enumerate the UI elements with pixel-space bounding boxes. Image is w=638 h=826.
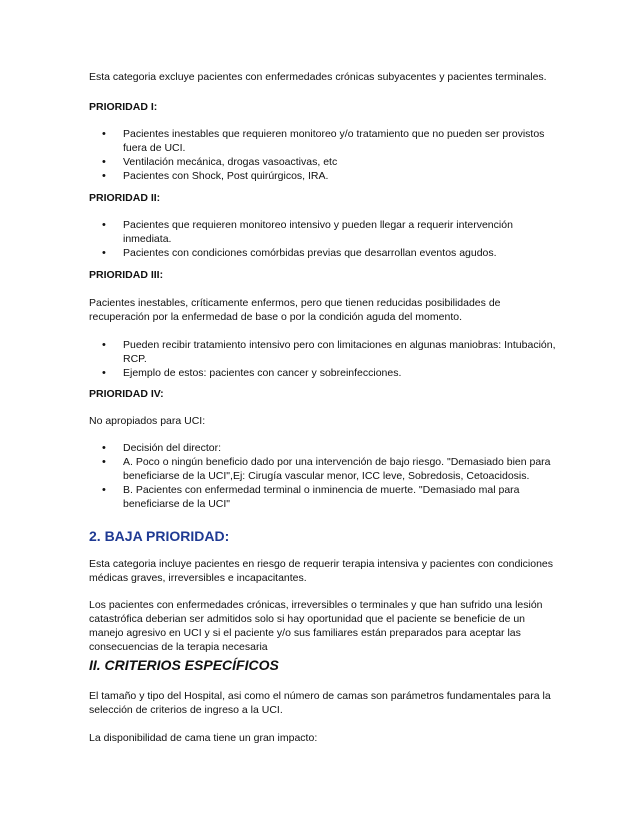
baja-prioridad-text-1: Esta categoria incluye pacientes en riesgo de requerir terapia intensiva y pacientes con condiciones médicas graves, irreversibles e incapacitantes. [89, 558, 554, 584]
baja-prioridad-heading: 2. BAJA PRIORIDAD: [89, 528, 230, 544]
list-item: • Ejemplo de estos: pacientes con cancer y sobreinfecciones. [89, 366, 559, 380]
criterios-heading: II. CRITERIOS ESPECÍFICOS [89, 657, 279, 673]
prioridad-2-heading: PRIORIDAD II: [89, 192, 161, 204]
prioridad-3-list [89, 338, 559, 380]
list-item: • B. Pacientes con enfermedad terminal o inminencia de muerte. "Demasiado mal para beneficiarse de la UCI" [89, 483, 559, 511]
list-item: • Decisión del director: [89, 441, 559, 455]
prioridad-4-list [89, 441, 559, 511]
list-item: • Pacientes inestables que requieren monitoreo y/o tratamiento que no pueden ser provistos fuera de UCI. [89, 127, 559, 155]
prioridad-1-heading: PRIORIDAD I: [89, 101, 158, 113]
prioridad-3-heading: PRIORIDAD III: [89, 269, 164, 281]
prioridad-4-heading: PRIORIDAD IV: [89, 388, 164, 400]
criterios-text-1: El tamaño y tipo del Hospital, asi como el número de camas son parámetros fundamentales para la selección de criterios de ingreso a la UCI. [89, 690, 551, 716]
prioridad-4-text: No apropiados para UCI: [89, 415, 206, 427]
intro-paragraph: Esta categoria excluye pacientes con enfermedades crónicas subyacentes y pacientes terminales. [89, 71, 547, 83]
prioridad-1-list [89, 127, 559, 183]
criterios-text-2: La disponibilidad de cama tiene un gran impacto: [89, 732, 318, 744]
list-item: • Ventilación mecánica, drogas vasoactivas, etc [89, 155, 559, 169]
list-item: • Pacientes que requieren monitoreo intensivo y pueden llegar a requerir intervención inmediata. [89, 218, 559, 246]
list-item: • Pacientes con Shock, Post quirúrgicos, IRA. [89, 169, 559, 183]
prioridad-3-text: Pacientes inestables, críticamente enfermos, pero que tienen reducidas posibilidades de recuperación por la enfermedad de base o por la condición aguda del momento. [89, 297, 501, 323]
baja-prioridad-text-2: Los pacientes con enfermedades crónicas, irreversibles o terminales y que han sufrido una lesión catastrófica deberian ser admitidos solo si hay oportunidad que el paciente se beneficie de un manejo agresivo en UCI y si el paciente y/o sus familiares están preparados para aceptar las consecuencias de la terapia necesaria [89, 599, 543, 653]
list-item: • Pacientes con condiciones comórbidas previas que desarrollan eventos agudos. [89, 246, 559, 260]
list-item: • A. Poco o ningún beneficio dado por una intervención de bajo riesgo. "Demasiado bien para beneficiarse de la UCI",Ej: Cirugía vascular menor, ICC leve, Sobredosis, Cetoacidosis. [89, 455, 559, 483]
prioridad-2-list [89, 218, 559, 260]
list-item: • Pueden recibir tratamiento intensivo pero con limitaciones en algunas maniobras: Intubación, RCP. [89, 338, 559, 366]
